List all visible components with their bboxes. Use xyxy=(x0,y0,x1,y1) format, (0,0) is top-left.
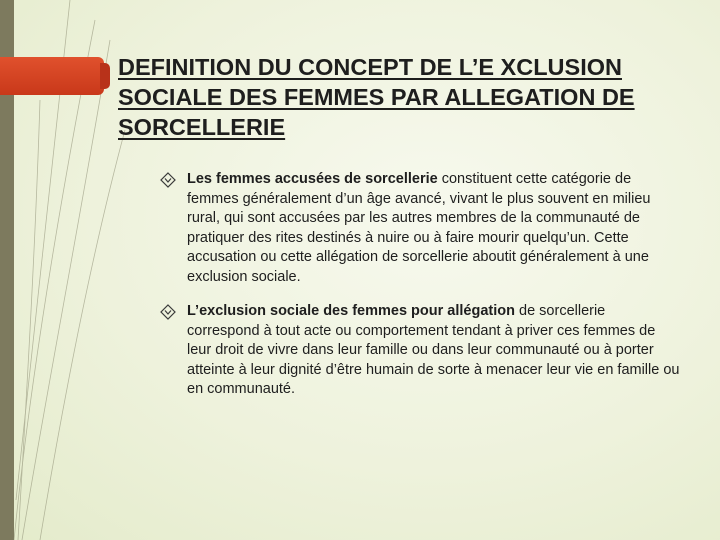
bullet-2-text: de sorcellerie correspond à tout acte ou comportement tendant à priver ces femmes de leur droit de vivre dans leur famille ou dans leur communauté ou à porter atteinte à leur dignité d’être humain de sorte à menacer leur vie en famille ou en communauté. xyxy=(187,303,680,397)
title-line-1: DEFINITION DU CONCEPT DE L’E XCLUSION xyxy=(118,54,622,80)
bullet-1-bold-text: Les femmes accusées de sorcellerie xyxy=(187,171,438,187)
bullet-item-1 xyxy=(160,170,680,287)
diamond-outline-arrow-icon xyxy=(160,172,176,188)
bullet-item-2 xyxy=(160,302,680,400)
title-line-3: SORCELLERIE xyxy=(118,114,286,140)
bullet-2-bold-text: L’exclusion sociale des femmes pour allégation xyxy=(187,303,515,319)
bullet-1-text: constituent cette catégorie de femmes généralement d’un âge avancé, vivant le plus souvent en milieu rural, qui sont accusées par les autres membres de la communauté de pratiquer des rites destinés à nuire ou à faire mourir quelqu’un. Cette accusation ou cette allégation de sorcellerie aboutit généralement à une exclusion sociale. xyxy=(187,171,651,285)
title-accent-bar xyxy=(0,57,104,95)
slide-title xyxy=(118,52,720,142)
slide-body xyxy=(160,170,680,415)
diamond-outline-arrow-icon xyxy=(160,304,176,320)
title-line-2: SOCIALE DES FEMMES PAR ALLEGATION DE xyxy=(118,84,635,110)
